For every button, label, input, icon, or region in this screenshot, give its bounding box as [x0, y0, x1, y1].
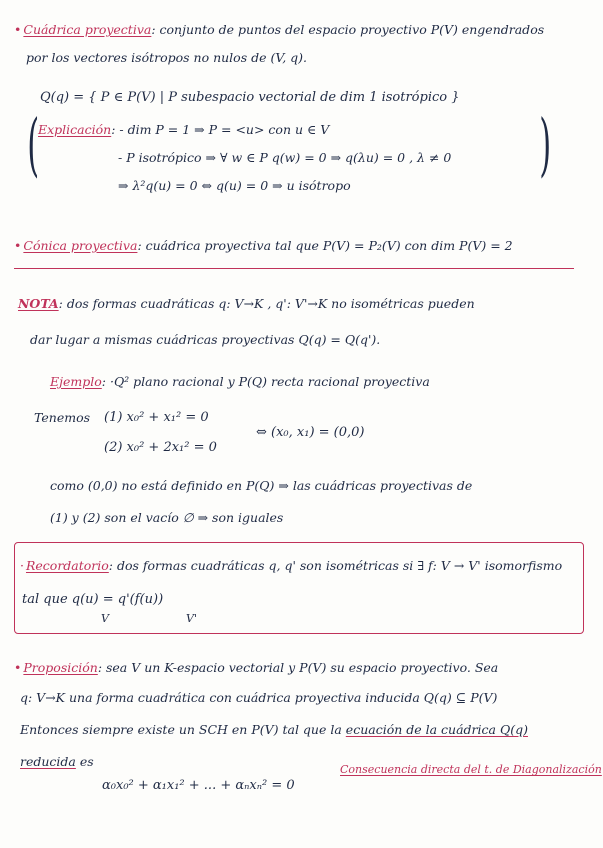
s5-text-2: q: V→K una forma cuadrática con cuádrica proyectiva inducida Q(q) ⊆ P(V): [20, 690, 498, 705]
s3-como-2: (1) y (2) son el vacío ∅ ⇒ son iguales: [50, 510, 284, 525]
s1-expl-3: ⇒ λ²q(u) = 0 ⇔ q(u) = 0 ⇒ u isótropo: [118, 178, 351, 193]
s5-text-3a: Entonces siempre existe un SCH en P(V) tal que la: [20, 722, 342, 737]
s1-expl-2: - P isotrópico ⇒ ∀ w ∈ P q(w) = 0 ⇒ q(λu) = 0 , λ ≠ 0: [118, 150, 452, 165]
s4-under-v-prime: V': [186, 612, 197, 625]
s5-line-3: [20, 722, 528, 738]
s2-line: [14, 238, 513, 254]
s5-text-4b: es: [79, 754, 94, 769]
bullet-icon: •: [14, 238, 22, 253]
s1-expl-line-1: [38, 122, 329, 138]
s5-line-4: [20, 754, 94, 770]
s1-expl-label: Explicación: [38, 122, 112, 137]
s5-consequence: Consecuencia directa del t. de Diagonalización: [340, 763, 602, 776]
bullet-icon: ·: [20, 558, 24, 573]
s2-title: Cónica proyectiva: [23, 238, 138, 253]
section-divider: [14, 268, 574, 269]
s1-expl-1: : - dim P = 1 ⇒ P = <u> con u ∈ V: [111, 122, 330, 137]
s5-line-1: [14, 660, 498, 676]
s3-tenemos: Tenemos: [34, 410, 91, 425]
s3-line-1: [18, 296, 475, 312]
s1-text-2: por los vectores isótropos no nulos de (V, q).: [26, 50, 307, 65]
s3-eq-1: (1) x₀² + x₁² = 0: [104, 410, 209, 425]
s1-text-1: : conjunto de puntos del espacio proyectivo P(V) engendrados: [151, 22, 545, 37]
s3-example-line: [50, 374, 430, 390]
s3-text-1: : dos formas cuadráticas q: V→K , q': V'→K no isométricas pueden: [58, 296, 475, 311]
s5-equation: α₀x₀² + α₁x₁² + ... + αₙxₙ² = 0: [102, 778, 295, 793]
right-paren-glyph: ): [539, 106, 552, 185]
s4-text-1: : dos formas cuadráticas q, q' son isométricas si ∃ f: V → V' isomorfismo: [108, 558, 563, 573]
s3-eq-2: (2) x₀² + 2x₁² = 0: [104, 440, 217, 455]
s5-title: Proposición: [23, 660, 98, 675]
s2-text: : cuádrica proyectiva tal que P(V) = P₂(V) con dim P(V) = 2: [137, 238, 513, 253]
s3-eq-rhs: ⇔ (x₀, x₁) = (0,0): [256, 425, 365, 440]
s3-example-1: : ·Q² plano racional y P(Q) recta racional proyectiva: [101, 374, 430, 389]
s5-text-1: : sea V un K-espacio vectorial y P(V) su espacio proyectivo. Sea: [97, 660, 499, 675]
s4-line-1: [20, 558, 562, 574]
s1-line-1: [14, 22, 544, 38]
s4-title: Recordatorio: [25, 558, 109, 573]
s3-como-1: como (0,0) no está definido en P(Q) ⇒ las cuádricas proyectivas de: [50, 478, 473, 493]
bullet-icon: •: [14, 660, 22, 675]
s4-text-2: tal que q(u) = q'(f(u)): [22, 592, 164, 607]
s4-under-v: V: [101, 612, 109, 625]
s5-text-3b: ecuación de la cuádrica Q(q): [345, 722, 528, 737]
reminder-box: [14, 542, 584, 634]
left-paren-glyph: (: [27, 106, 40, 185]
s5-text-4a: reducida: [20, 754, 76, 769]
s3-example-label: Ejemplo: [50, 374, 102, 389]
s3-title: NOTA: [18, 296, 59, 311]
s1-title: Cuádrica proyectiva: [23, 22, 152, 37]
s1-definition: Q(q) = { P ∈ P(V) | P subespacio vectorial de dim 1 isotrópico }: [40, 90, 460, 105]
s3-text-2: dar lugar a mismas cuádricas proyectivas Q(q) = Q(q').: [30, 332, 381, 347]
bullet-icon: •: [14, 22, 22, 37]
